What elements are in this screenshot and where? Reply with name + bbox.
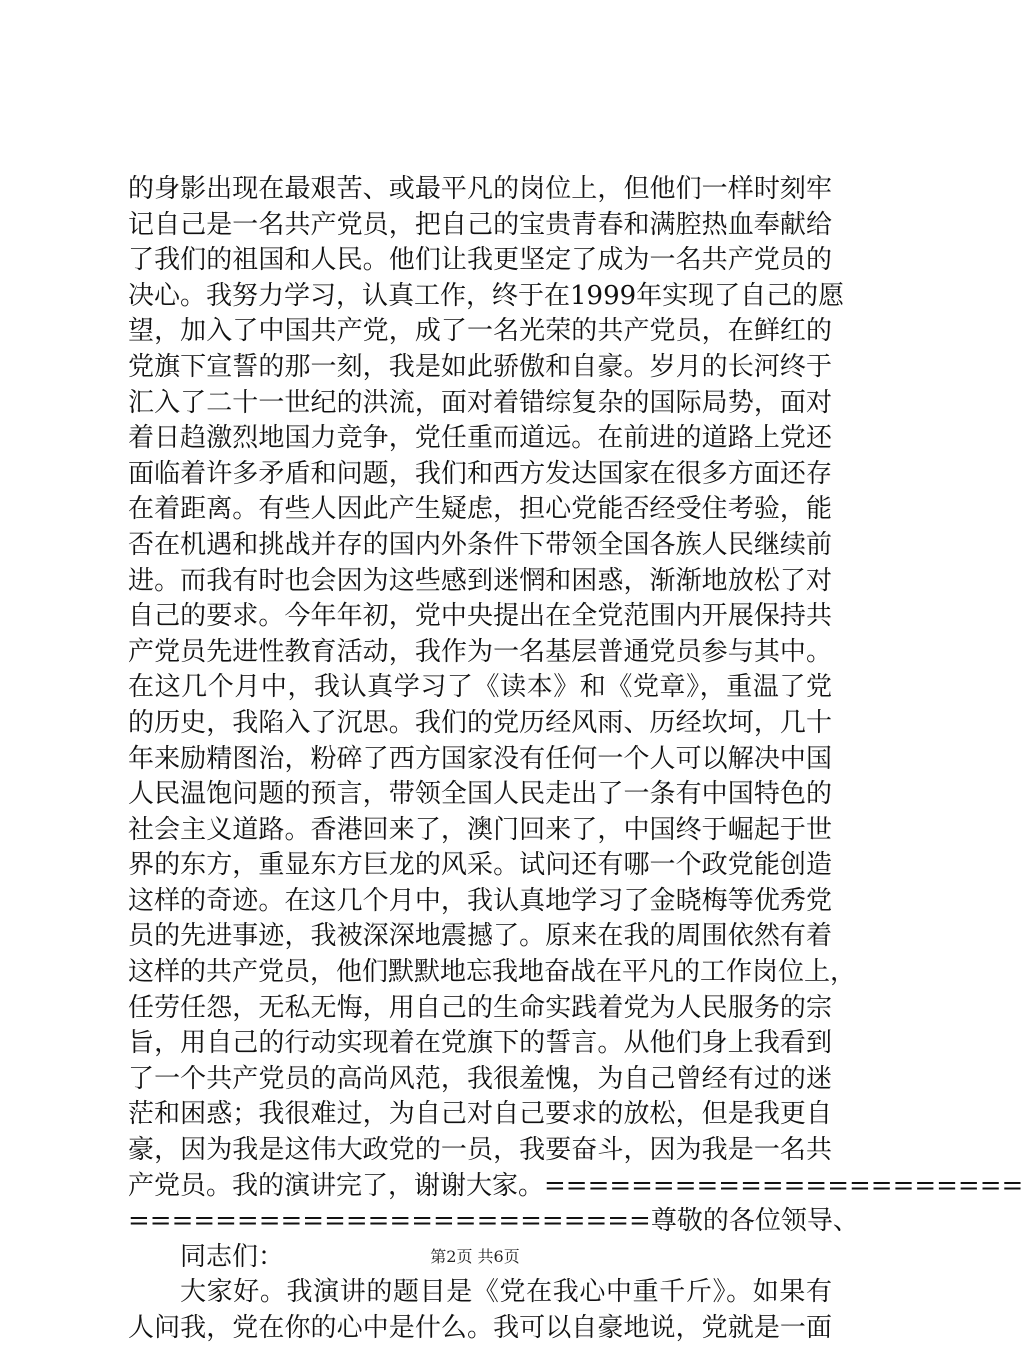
text-line: 面临着许多矛盾和问题，我们和西方发达国家在很多方面还存 [128,458,832,489]
text-line: 进。而我有时也会因为这些感到迷惘和困惑，渐渐地放松了对 [128,565,832,596]
text-line: 记自己是一名共产党员，把自己的宝贵青春和满腔热血奉献给 [128,209,832,240]
text-line: 在着距离。有些人因此产生疑虑，担心党能否经受住考验，能 [128,494,832,525]
text-line: 了我们的祖国和人民。他们让我更坚定了成为一名共产党员的 [128,245,832,276]
text-line: 的历史，我陷入了沉思。我们的党历经风雨、历经坎坷，几十 [128,707,832,738]
text-line: 茫和困惑；我很难过，为自己对自己要求的放松，但是我更自 [128,1099,832,1130]
text-line: 这样的奇迹。在这几个月中，我认真地学习了金晓梅等优秀党 [128,885,832,916]
text-line: 人民温饱问题的预言，带领全国人民走出了一条有中国特色的 [128,779,832,810]
paragraph-first-line: 大家好。我演讲的题目是《党在我心中重千斤》。如果有 [180,1277,832,1308]
text-line: 产党员。我的演讲完了，谢谢大家。====================== [128,1170,1023,1201]
page-number-footer: 第2页 共6页 [430,1247,520,1266]
text-line: 社会主义道路。香港回来了，澳门回来了，中国终于崛起于世 [128,814,832,845]
text-line: 了一个共产党员的高尚风范，我很羞愧，为自己曾经有过的迷 [128,1063,832,1094]
text-line: 豪，因为我是这伟大政党的一员，我要奋斗，因为我是一名共 [128,1135,832,1166]
text-line: 党旗下宣誓的那一刻，我是如此骄傲和自豪。岁月的长河终于 [128,351,832,382]
text-line: 年来励精图治，粉碎了西方国家没有任何一个人可以解决中国 [128,743,832,774]
text-line: 这样的共产党员，他们默默地忘我地奋战在平凡的工作岗位上， [128,957,857,988]
text-line: 人问我，党在你的心中是什么。我可以自豪地说，党就是一面 [128,1313,832,1343]
text-line: 任劳任怨，无私无悔，用自己的生命实践着党为人民服务的宗 [128,992,832,1023]
text-line: 界的东方，重显东方巨龙的风采。试问还有哪一个政党能创造 [128,850,832,881]
text-line: 员的先进事迹，我被深深地震撼了。原来在我的周围依然有着 [128,921,832,952]
text-line: 着日趋激烈地国力竞争，党任重而道远。在前进的道路上党还 [128,423,832,454]
text-line: 汇入了二十一世纪的洪流，面对着错综复杂的国际局势，面对 [128,387,832,418]
text-line: 决心。我努力学习，认真工作，终于在1999年实现了自己的愿 [128,280,845,311]
salutation: 同志们： [180,1241,285,1272]
text-line: 产党员先进性教育活动，我作为一名基层普通党员参与其中。 [128,636,832,667]
text-line: 在这几个月中，我认真学习了《读本》和《党章》，重温了党 [128,672,832,703]
text-line: 旨，用自己的行动实现着在党旗下的誓言。从他们身上我看到 [128,1028,832,1059]
text-line: ========================尊敬的各位领导、 [128,1206,859,1237]
text-line: 的身影出现在最艰苦、或最平凡的岗位上，但他们一样时刻牢 [128,174,832,204]
document-body [128,172,1023,1347]
text-line: 望，加入了中国共产党，成了一名光荣的共产党员，在鲜红的 [128,316,832,347]
text-line: 否在机遇和挑战并存的国内外条件下带领全国各族人民继续前 [128,529,832,560]
text-line: 自己的要求。今年年初，党中央提出在全党范围内开展保持共 [128,601,832,632]
